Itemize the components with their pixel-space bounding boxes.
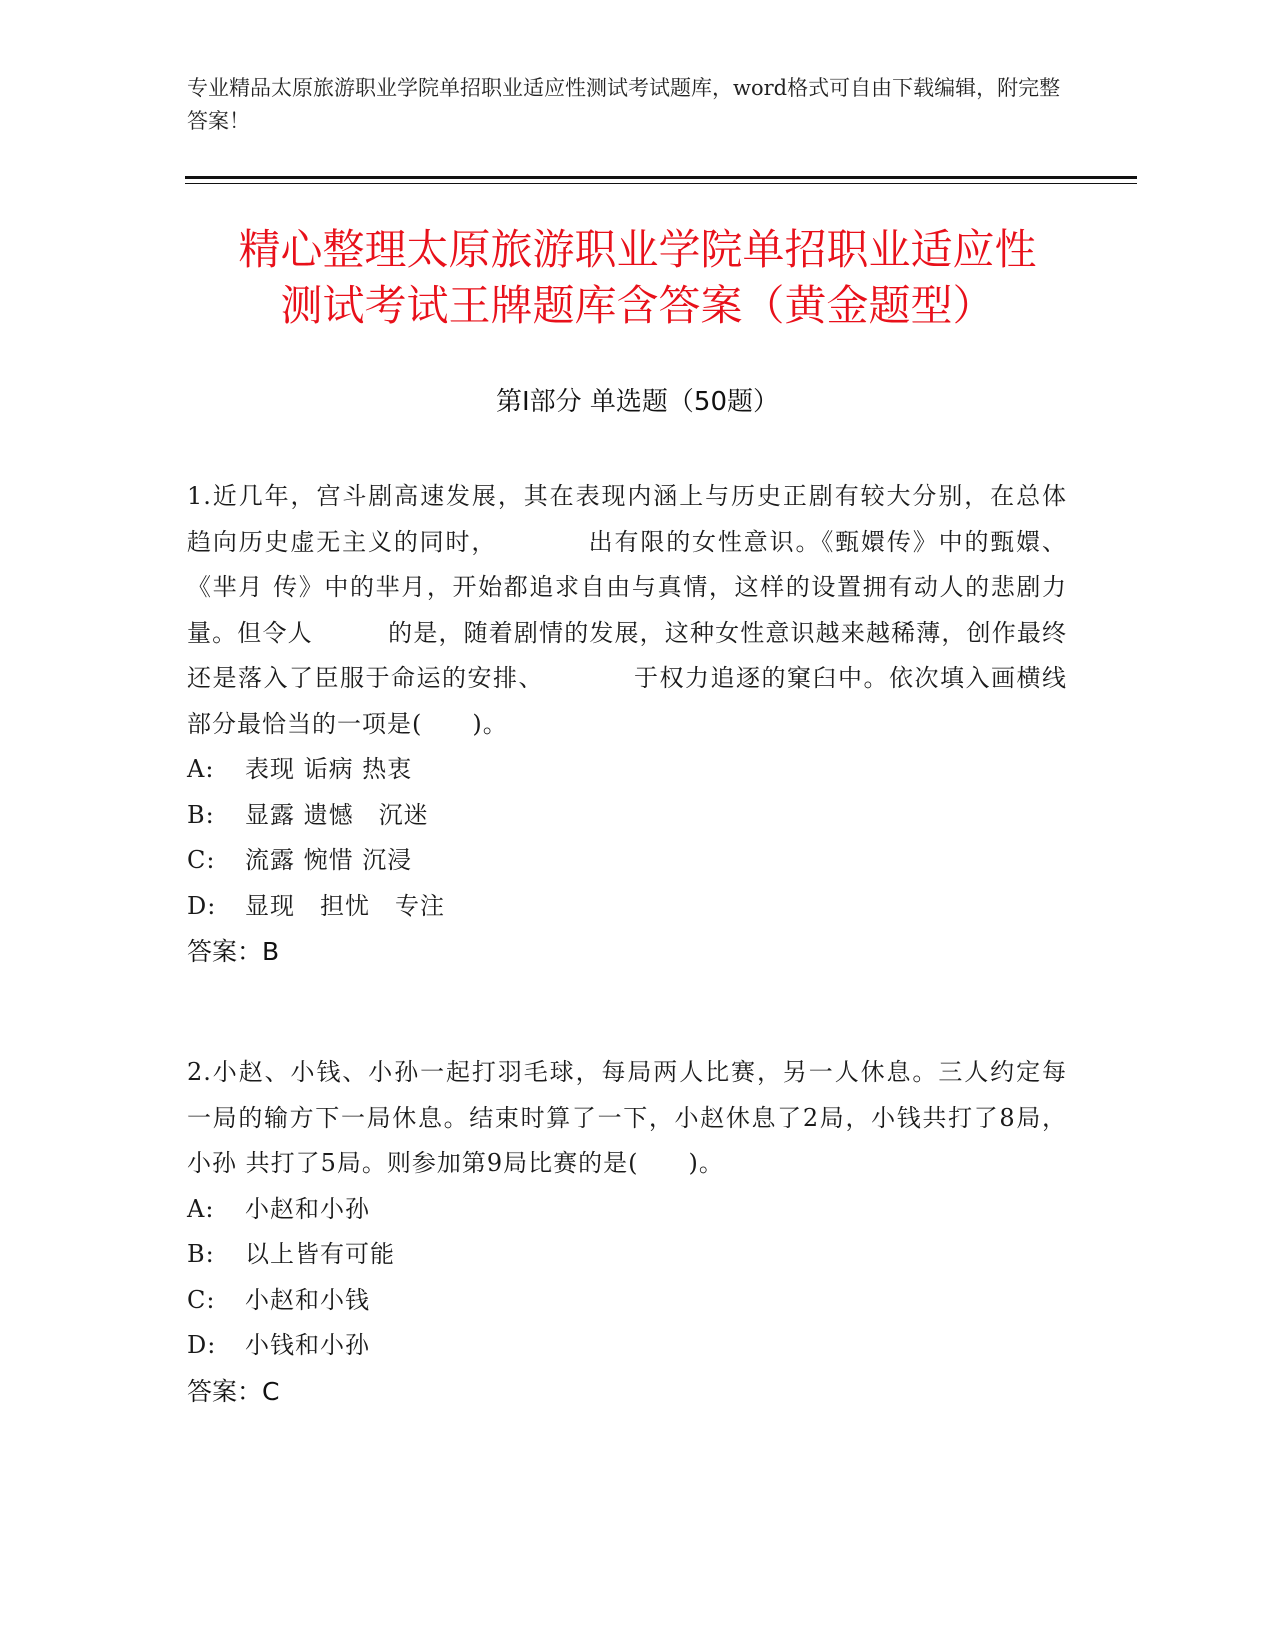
option-text: 小赵和小钱 xyxy=(245,1285,370,1314)
option-key: D: xyxy=(187,1331,217,1359)
document-title xyxy=(150,222,1125,334)
option-b xyxy=(187,793,1067,839)
option-key: D: xyxy=(187,891,217,920)
option-text: 小赵和小孙 xyxy=(245,1194,370,1223)
document-title-line-1: 精心整理太原旅游职业学院单招职业适应性 xyxy=(238,225,1037,274)
option-text: 小钱和小孙 xyxy=(245,1331,370,1359)
header-rule-thick xyxy=(185,176,1137,179)
option-d xyxy=(187,1323,1067,1369)
option-key: C: xyxy=(187,846,216,874)
option-key: B: xyxy=(187,800,215,829)
option-text: 以上皆有可能 xyxy=(245,1240,395,1268)
option-key: B: xyxy=(187,1240,215,1268)
question-1 xyxy=(187,474,1067,975)
option-b xyxy=(187,1232,1067,1278)
option-key: A: xyxy=(187,1194,215,1223)
option-text: 显露 遗憾 沉迷 xyxy=(245,800,429,829)
answer-line: 答案：C xyxy=(187,1376,280,1406)
answer-line: 答案：B xyxy=(187,937,280,966)
option-a xyxy=(187,747,1067,793)
option-d xyxy=(187,884,1067,930)
question-stem: 1.近几年，宫斗剧高速发展，其在表现内涵上与历史正剧有较大分别，在总体 趋向历史虚无主义的同时， 出有限的女性意识。《甄嬛传》中的甄嬛、《芈月 传》中的芈月，开始都追求自由与真情，这样的设置拥有动人的悲剧力量。但令人 的是，随着剧情的发展，这种女性意识越来越稀薄，创作最终还是落入了臣服于命运的安排、 于权力追逐的窠臼中。依次填入画横线部分最恰当的一项是( )。 xyxy=(187,482,1067,738)
question-stem: 2.小赵、小钱、小孙一起打羽毛球，每局两人比赛，另一人休息。三人约定每 一局的输方下一局休息。结束时算了一下，小赵休息了2局，小钱共打了8局，小孙 共打了5局。则参加第9局比赛的是( )。 xyxy=(187,1058,1067,1177)
option-key: C: xyxy=(187,1285,216,1314)
option-c xyxy=(187,1278,1067,1324)
option-text: 表现 诟病 热衷 xyxy=(245,755,413,783)
option-a xyxy=(187,1187,1067,1233)
header-note: 专业精品太原旅游职业学院单招职业适应性测试考试题库，word格式可自由下载编辑，附完整答案！ xyxy=(187,76,1061,133)
section-heading: 第Ⅰ部分 单选题（50题） xyxy=(495,387,780,417)
header-rule-thin xyxy=(185,183,1137,184)
question-2 xyxy=(187,1050,1067,1414)
option-text: 显现 担忧 专注 xyxy=(245,891,445,920)
option-text: 流露 惋惜 沉浸 xyxy=(245,846,413,874)
option-key: A: xyxy=(187,755,215,783)
option-c xyxy=(187,838,1067,884)
document-title-line-2: 测试考试王牌题库含答案（黄金题型） xyxy=(280,281,995,330)
